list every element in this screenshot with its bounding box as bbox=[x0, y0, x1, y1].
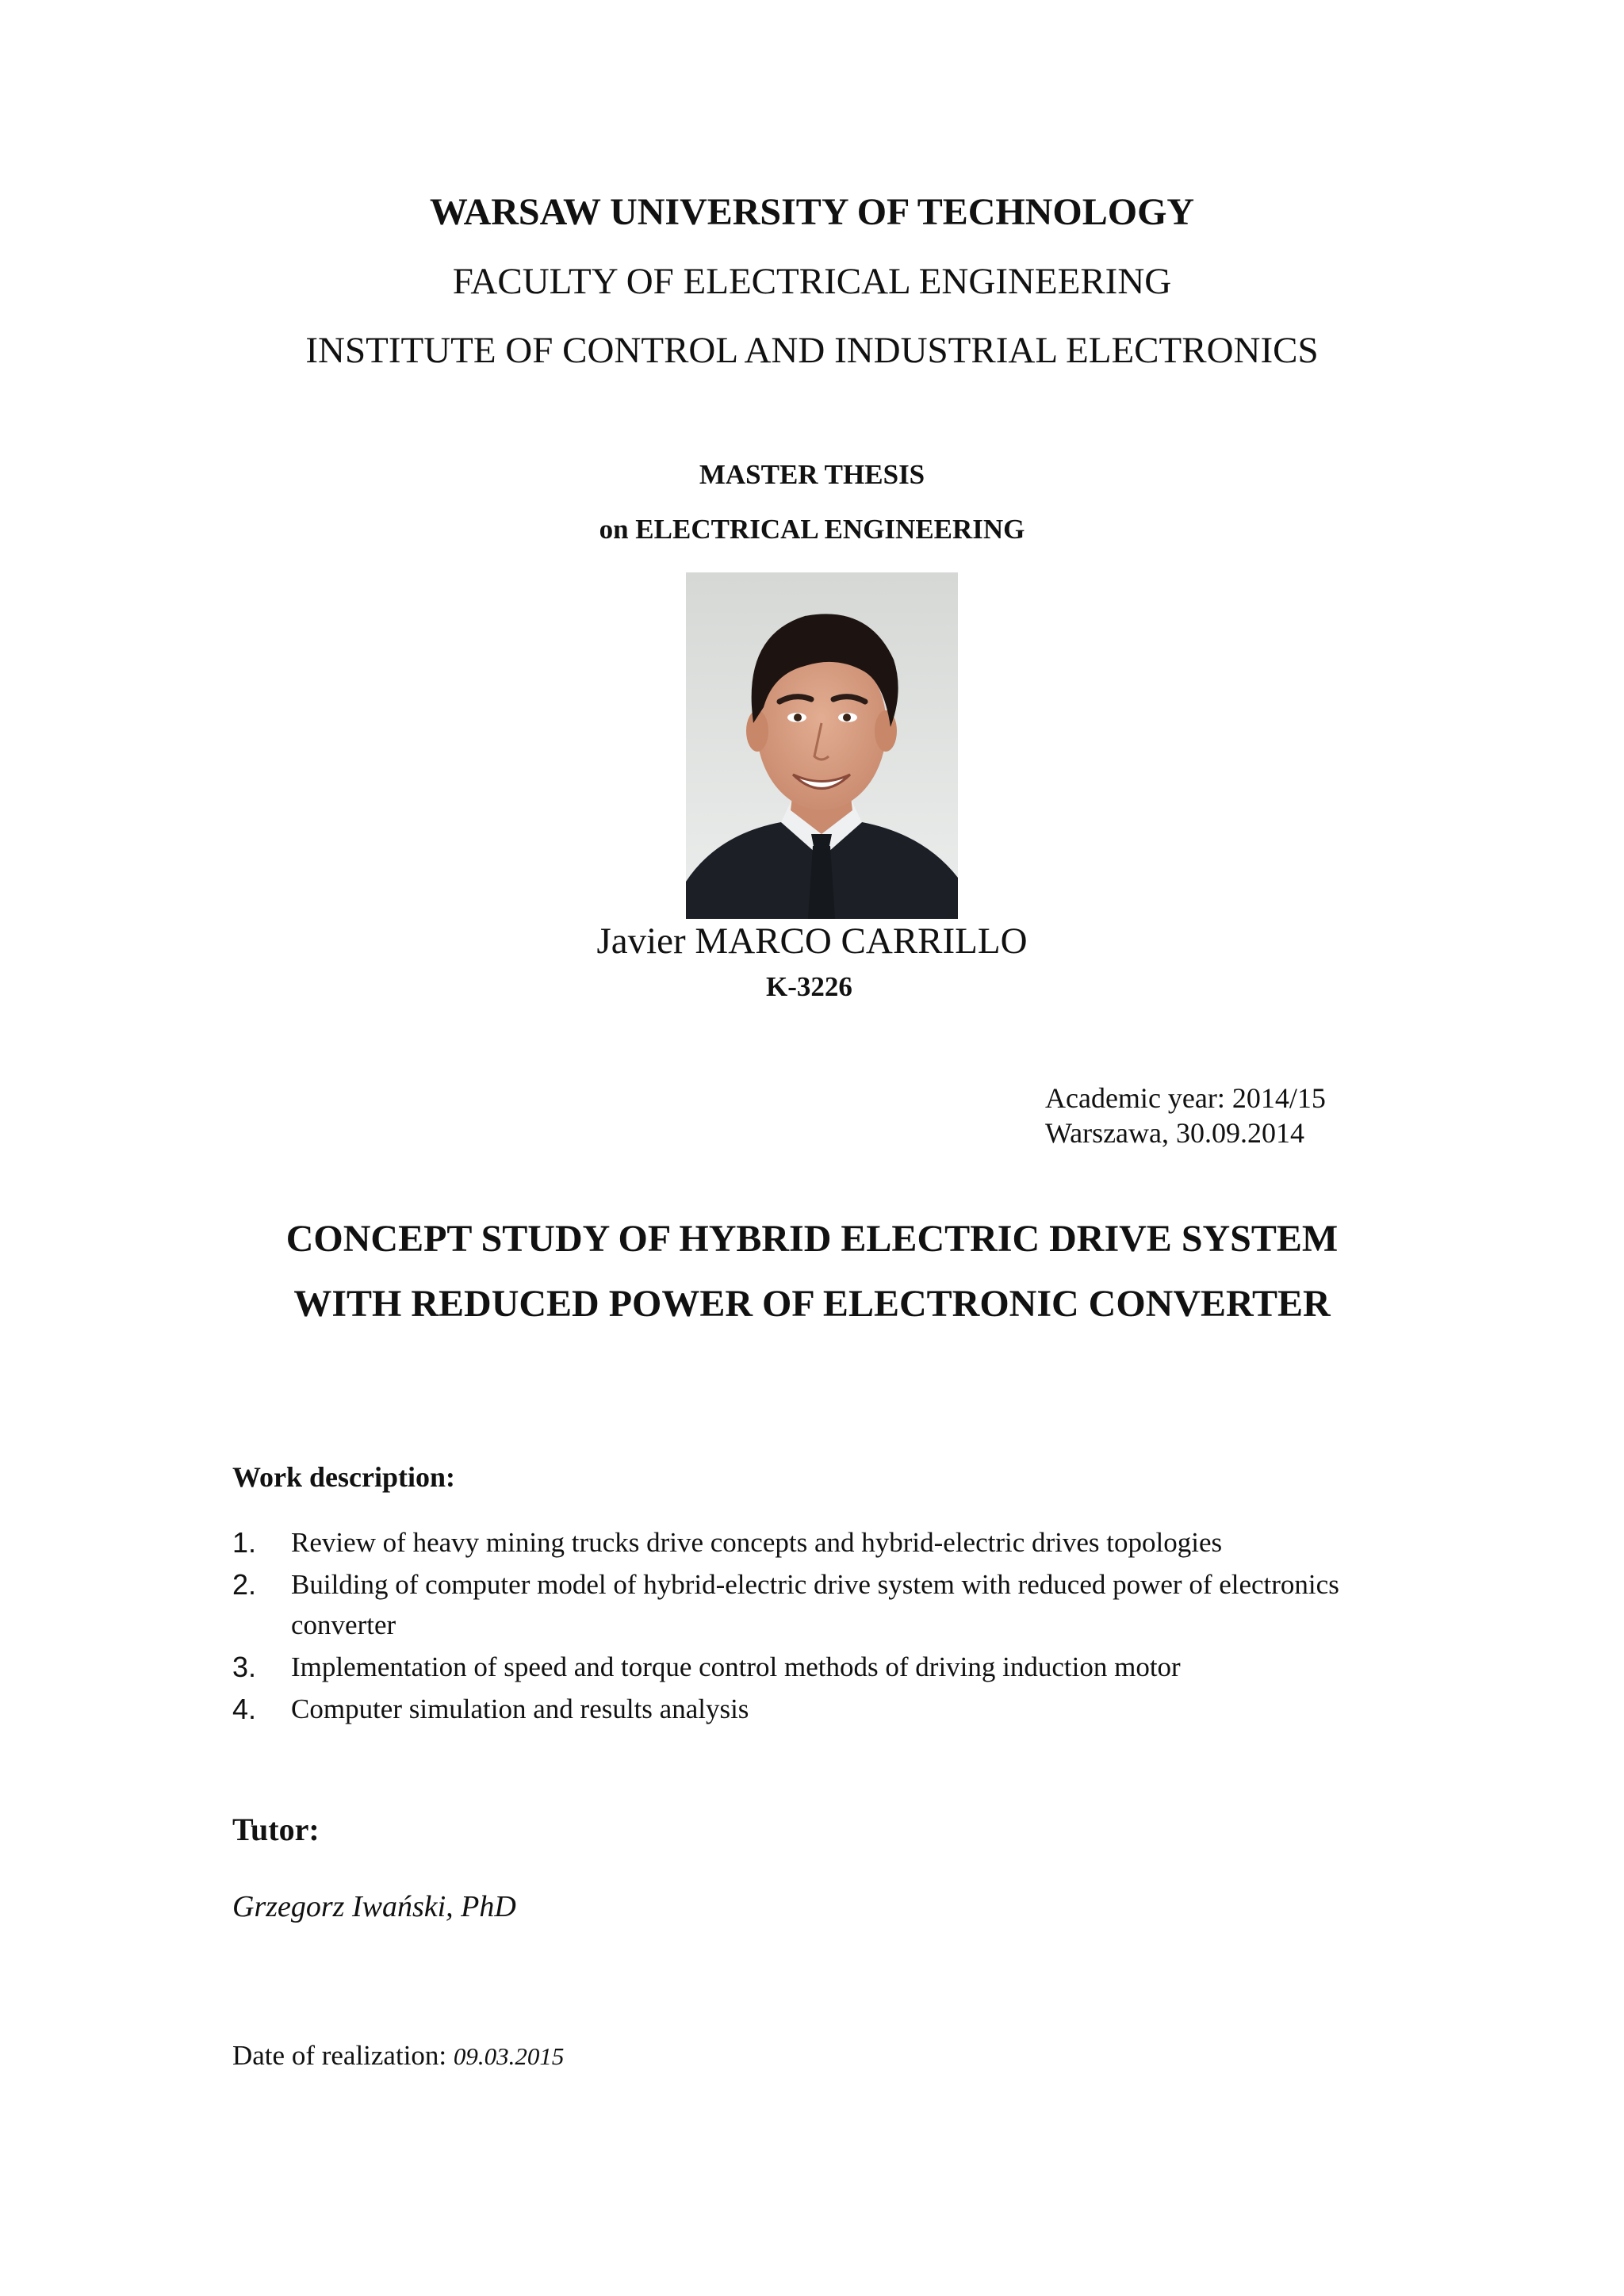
work-item-text: Building of computer model of hybrid-electric drive system with reduced power of electronics converter bbox=[291, 1569, 1339, 1640]
work-item-text: Computer simulation and results analysis bbox=[291, 1693, 749, 1724]
thesis-field: on ELECTRICAL ENGINEERING bbox=[599, 514, 1025, 545]
author-name: Javier MARCO CARRILLO bbox=[596, 920, 1028, 962]
work-item-3 bbox=[232, 1647, 1422, 1687]
author-student-id: K-3226 bbox=[766, 971, 852, 1002]
thesis-type: MASTER THESIS bbox=[699, 459, 925, 490]
author-portrait-image bbox=[686, 572, 958, 919]
work-item-number: 4. bbox=[232, 1693, 257, 1725]
work-item-text: Implementation of speed and torque control methods of driving induction motor bbox=[291, 1651, 1181, 1682]
date-of-realization bbox=[232, 2040, 564, 2072]
tutor-name: Grzegorz Iwański, PhD bbox=[232, 1890, 516, 1923]
work-item-1 bbox=[232, 1522, 1422, 1563]
place-and-date: Warszawa, 30.09.2014 bbox=[1045, 1117, 1305, 1149]
work-item-4 bbox=[232, 1689, 1422, 1729]
thesis-title-line-2: WITH REDUCED POWER OF ELECTRONIC CONVERTER bbox=[293, 1283, 1331, 1325]
realization-date: 09.03.2015 bbox=[453, 2042, 565, 2070]
institute-name: INSTITUTE OF CONTROL AND INDUSTRIAL ELECTRONICS bbox=[305, 330, 1319, 371]
work-description-label: Work description: bbox=[232, 1461, 456, 1493]
thesis-title-line-1: CONCEPT STUDY OF HYBRID ELECTRIC DRIVE SYSTEM bbox=[285, 1218, 1339, 1260]
work-item-2 bbox=[232, 1564, 1422, 1645]
tutor-label: Tutor: bbox=[232, 1812, 320, 1847]
work-item-number: 1. bbox=[232, 1526, 257, 1559]
faculty-name: FACULTY OF ELECTRICAL ENGINEERING bbox=[452, 261, 1172, 302]
work-item-number: 3. bbox=[232, 1651, 257, 1683]
work-item-text: Review of heavy mining trucks drive concepts and hybrid-electric drives topologies bbox=[291, 1527, 1223, 1558]
realization-label: Date of realization: bbox=[232, 2040, 447, 2071]
academic-year: Academic year: 2014/15 bbox=[1045, 1082, 1326, 1114]
work-description-list bbox=[232, 1522, 1422, 1731]
work-item-number: 2. bbox=[232, 1568, 257, 1601]
university-name: WARSAW UNIVERSITY OF TECHNOLOGY bbox=[429, 191, 1195, 233]
author-photo bbox=[686, 572, 958, 919]
